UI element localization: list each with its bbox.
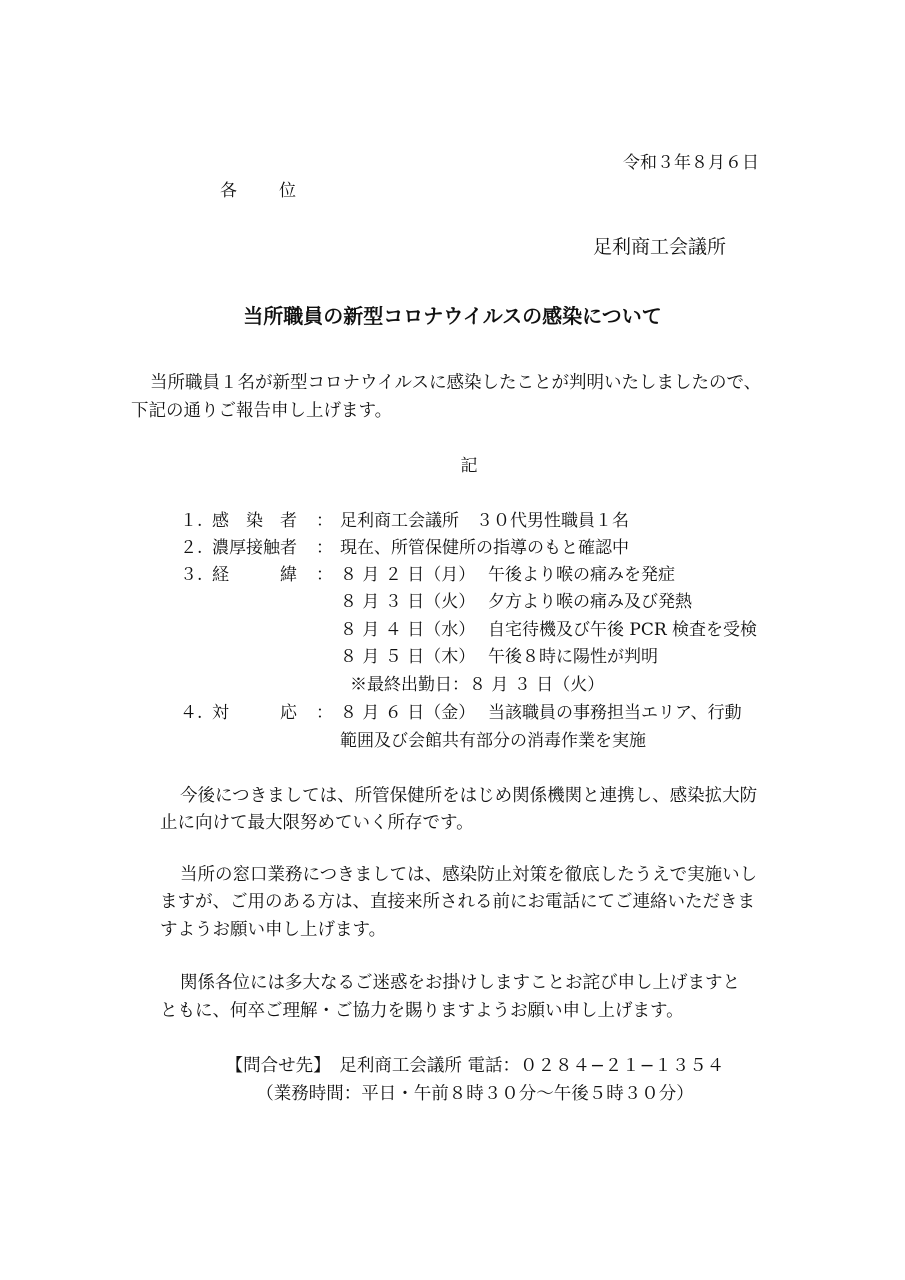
timeline-date: ８ 月 ３ 日（火） [340, 592, 476, 612]
intro-line-2: 下記の通りご報告申し上げます。 [131, 401, 393, 421]
paragraph-1-line-1: 今後につきましては、所管保健所をはじめ関係機関と連携し、感染拡大防 [180, 786, 758, 806]
item-text: 現在、所管保健所の指導のもと確認中 [340, 538, 629, 558]
paragraph-2-line-1: 当所の窓口業務につきましては、感染防止対策を徹底したうえで実施いし [180, 865, 758, 885]
item-label: 対 応 [212, 703, 297, 723]
timeline-event: 午後８時に陽性が判明 [488, 647, 658, 667]
timeline-event: 自宅待機及び午後 PCR 検査を受検 [488, 620, 758, 640]
timeline-event: 夕方より喉の痛み及び発熱 [488, 592, 692, 612]
item-colon: ： [316, 565, 333, 585]
sender: 足利商工会議所 [593, 236, 727, 258]
timeline-date: ８ 月 ２ 日（月） [340, 565, 476, 585]
contact-line-2: （業務時間：平日・午前８時３０分～午後５時３０分） [256, 1084, 694, 1104]
paragraph-2-line-2: ますが、ご用のある方は、直接来所される前にお電話にてご連絡いただきま [160, 892, 755, 912]
item-colon: ： [316, 511, 333, 531]
timeline-event: 午後より喉の痛みを発症 [488, 565, 675, 585]
item-colon: ： [316, 538, 333, 558]
item-label: 経 緯 [212, 565, 297, 585]
response-text-line-1: 当該職員の事務担当エリア、行動 [488, 703, 742, 723]
paragraph-1-line-2: 止に向けて最大限努めていく所存です。 [160, 813, 474, 833]
item-text: 足利商工会議所 ３０代男性職員１名 [340, 511, 629, 531]
timeline-date: ８ 月 ５ 日（木） [340, 647, 476, 667]
response-text-line-2: 範囲及び会館共有部分の消毒作業を実施 [340, 731, 646, 751]
paragraph-2-line-3: すようお願い申し上げます。 [160, 920, 387, 940]
timeline-date: ８ 月 ４ 日（水） [340, 620, 476, 640]
item-colon: ： [316, 703, 333, 723]
item-number: ４. [180, 703, 203, 723]
last-work-note: ※最終出勤日：８ 月 ３ 日（火） [350, 675, 605, 695]
item-number: １. [180, 511, 203, 531]
document-date: 令和３年８月６日 [623, 153, 759, 173]
paragraph-3-line-2: ともに、何卒ご理解・ご協力を賜りますようお願い申し上げます。 [160, 1001, 684, 1021]
response-date: ８ 月 ６ 日（金） [340, 703, 476, 723]
contact-line-1: 【問合せ先】 足利商工会議所 電話：０２８４−２１−１３５４ [225, 1056, 725, 1076]
ki-heading: 記 [460, 456, 478, 476]
recipient: 各位 [220, 181, 338, 201]
paragraph-3-line-1: 関係各位には多大なるご迷惑をお掛けしますことお詫び申し上げますと [180, 973, 740, 993]
item-label: 濃厚接触者 [212, 538, 297, 558]
item-label: 感 染 者 [212, 511, 297, 531]
item-number: ２. [180, 538, 203, 558]
intro-line-1: 当所職員１名が新型コロナウイルスに感染したことが判明いたしましたので、 [150, 373, 762, 393]
item-number: ３. [180, 565, 203, 585]
document-title: 当所職員の新型コロナウイルスの感染について [243, 304, 662, 328]
